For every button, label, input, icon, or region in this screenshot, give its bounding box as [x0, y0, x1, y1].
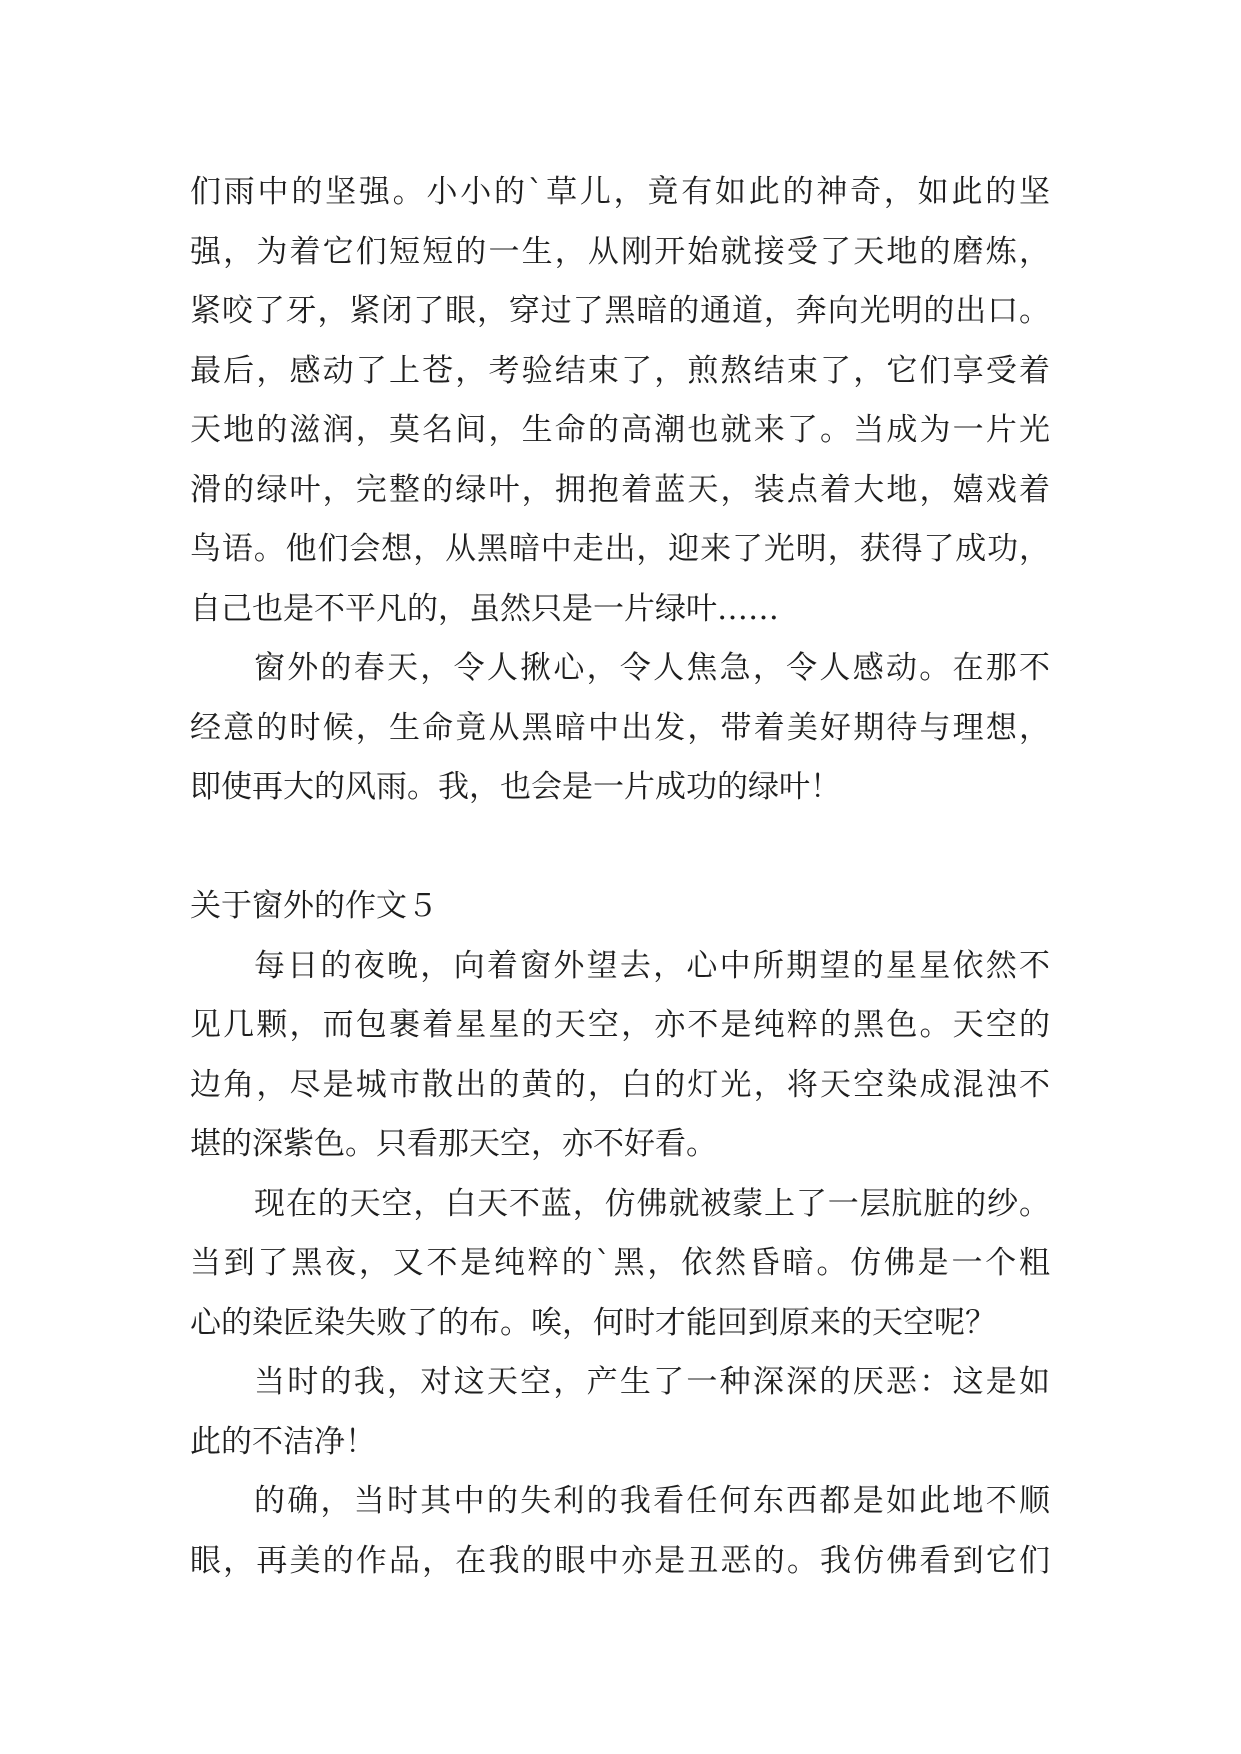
text-line: 滑的绿叶，完整的绿叶，拥抱着蓝天，装点着大地，嬉戏着: [190, 471, 1050, 508]
text-line: 经意的时候，生命竟从黑暗中出发，带着美好期待与理想，: [190, 709, 1050, 746]
text-line: 此的不洁净！: [190, 1423, 376, 1460]
document-body: [190, 163, 1050, 1591]
text-line: 强，为着它们短短的一生，从刚开始就接受了天地的磨炼，: [190, 233, 1050, 270]
text-line: 见几颗，而包裹着星星的天空，亦不是纯粹的黑色。天空的: [190, 1007, 1050, 1043]
paragraph: [190, 639, 1050, 818]
section-title: 关于窗外的作文５: [190, 888, 438, 924]
text-line: 每日的夜晚，向着窗外望去，心中所期望的星星依然不: [254, 947, 1050, 984]
text-line: 天地的滋润，莫名间，生命的高潮也就来了。当成为一片光: [190, 412, 1050, 448]
text-line: 现在的天空，白天不蓝，仿佛就被蒙上了一层肮脏的纱。: [254, 1185, 1050, 1222]
text-line: 当到了黑夜，又不是纯粹的`黑，依然昏暗。仿佛是一个粗: [190, 1245, 1050, 1281]
text-line: 眼，再美的作品，在我的眼中亦是丑恶的。我仿佛看到它们: [190, 1542, 1050, 1579]
text-line: 心的染匠染失败了的布。唉，何时才能回到原来的天空呢？: [190, 1304, 996, 1341]
text-line: 们雨中的坚强。小小的`草儿，竟有如此的神奇，如此的坚: [190, 174, 1050, 210]
paragraph: [190, 1175, 1050, 1354]
blank-line: [190, 818, 1050, 878]
text-line: 最后，感动了上苍，考验结束了，煎熬结束了，它们享受着: [190, 352, 1050, 389]
text-line: 窗外的春天，令人揪心，令人焦急，令人感动。在那不: [254, 650, 1050, 686]
text-line: 堪的深紫色。只看那天空，亦不好看。: [190, 1126, 717, 1162]
paragraph: [190, 163, 1050, 639]
text-line: 紧咬了牙，紧闭了眼，穿过了黑暗的通道，奔向光明的出口。: [190, 293, 1050, 329]
text-line: 自己也是不平凡的，虽然只是一片绿叶……: [190, 590, 779, 627]
text-line: 鸟语。他们会想，从黑暗中走出，迎来了光明，获得了成功，: [190, 531, 1050, 567]
paragraph: [190, 1472, 1050, 1591]
text-line: 当时的我，对这天空，产生了一种深深的厌恶：这是如: [254, 1364, 1050, 1400]
text-line: 边角，尽是城市散出的黄的，白的灯光，将天空染成混浊不: [190, 1066, 1050, 1103]
text-line: 的确，当时其中的失利的我看任何东西都是如此地不顺: [254, 1483, 1050, 1519]
text-line: 即使再大的风雨。我，也会是一片成功的绿叶！: [190, 769, 841, 805]
paragraph: [190, 937, 1050, 1175]
paragraph: [190, 1353, 1050, 1472]
